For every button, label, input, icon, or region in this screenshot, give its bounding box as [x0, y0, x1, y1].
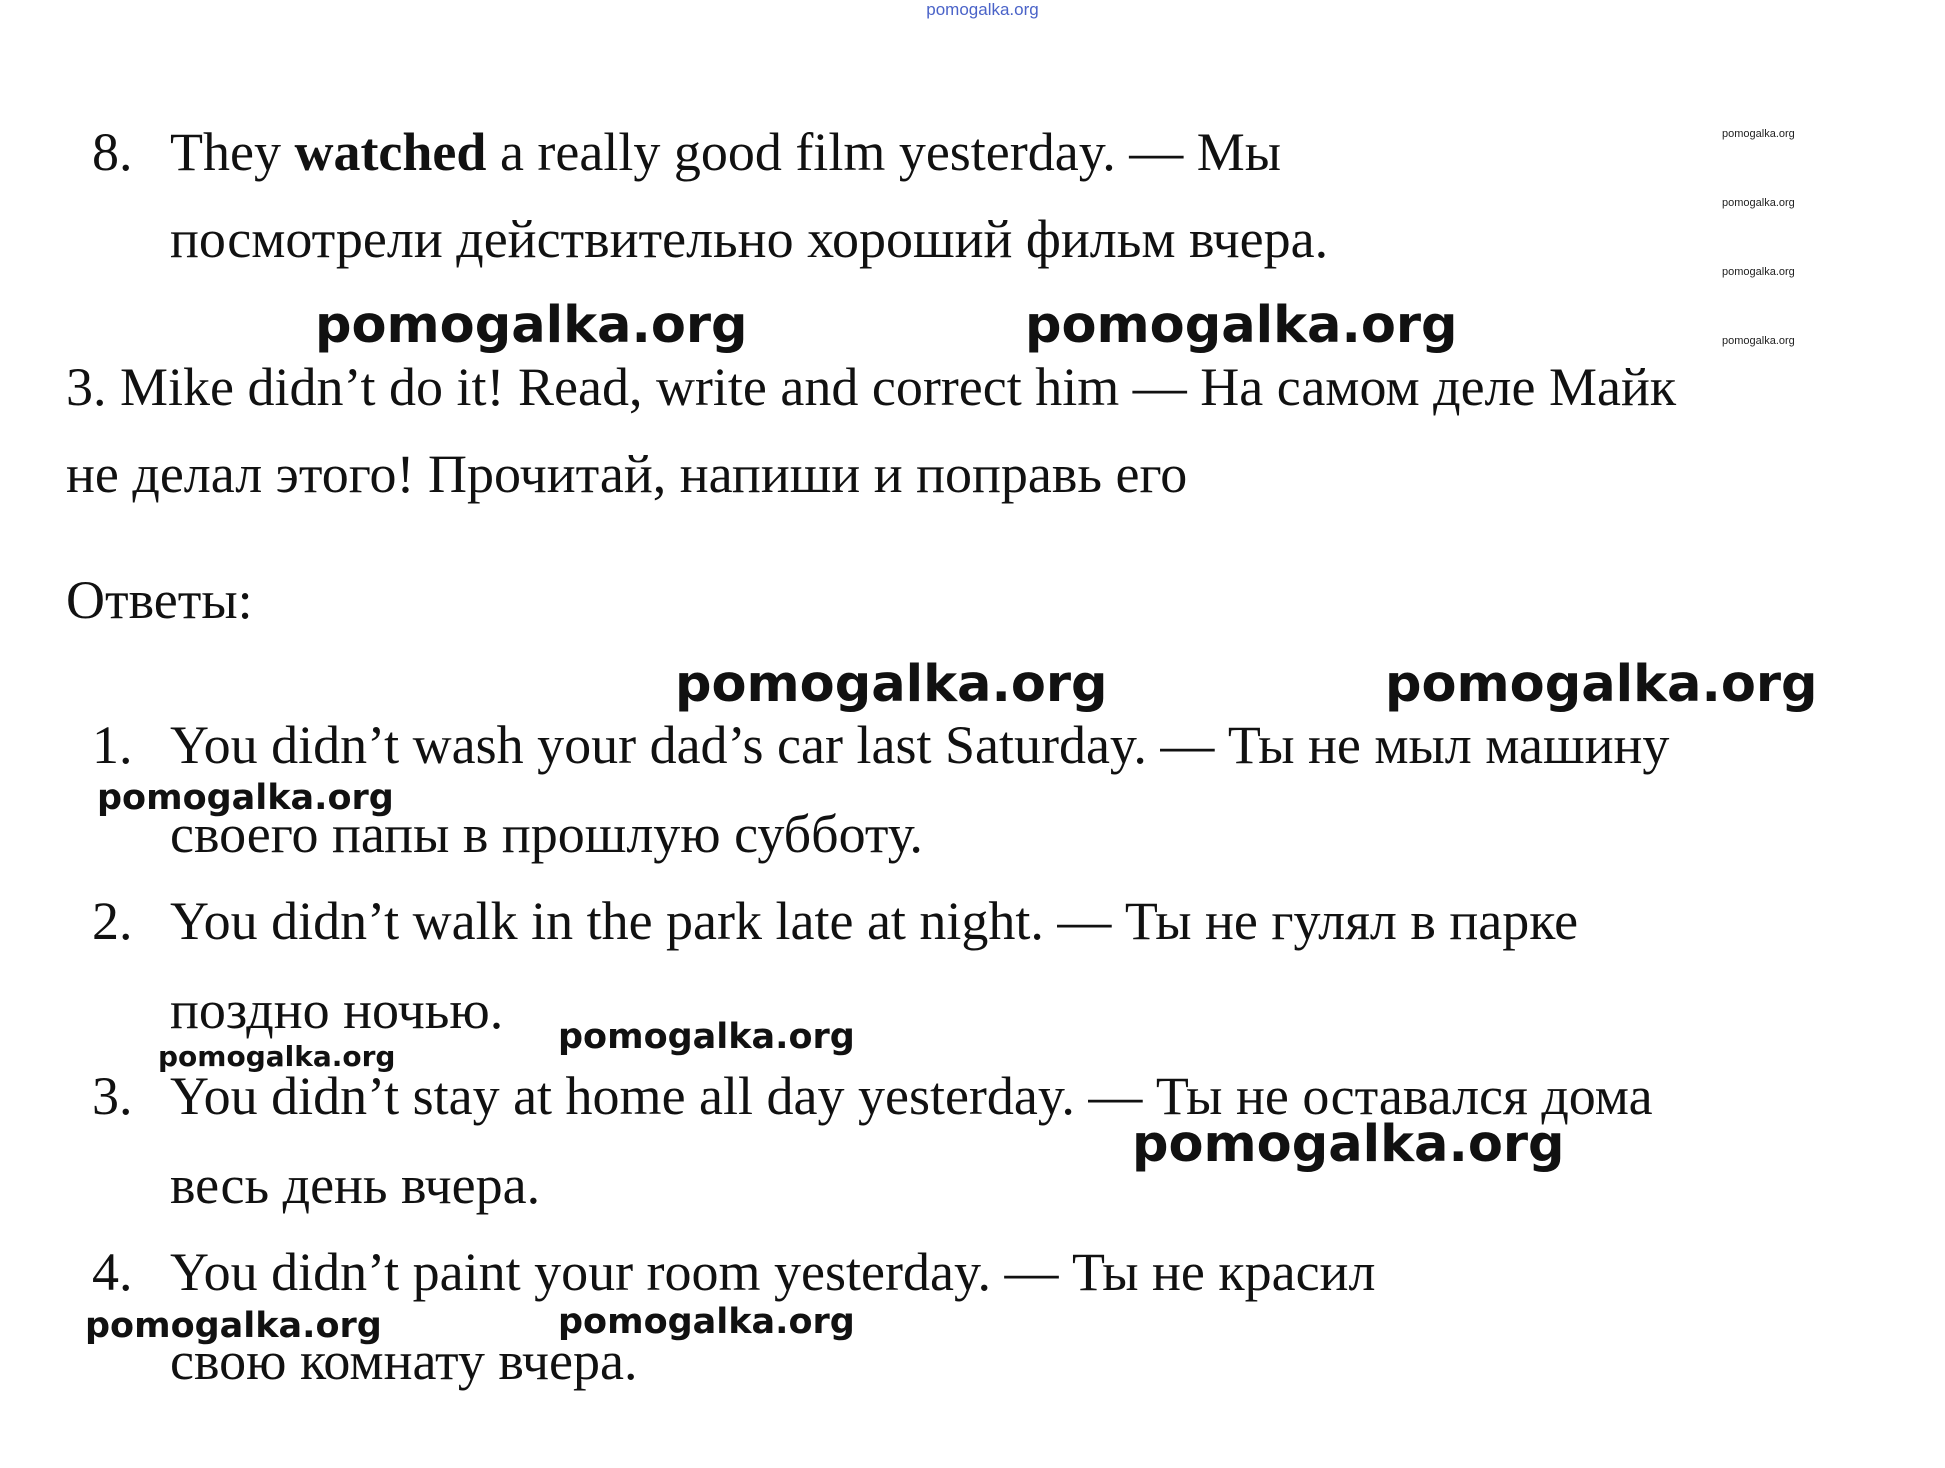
watermark-top: pomogalka.org [926, 0, 1039, 19]
watermark-side: pomogalka.org [1722, 266, 1795, 278]
answer-line2: свою комнату вчера. [170, 1331, 638, 1391]
watermark: pomogalka.org [558, 1017, 855, 1057]
watermark: pomogalka.org [85, 1306, 382, 1346]
answer-number: 1. [92, 715, 133, 775]
watermark: pomogalka.org [315, 296, 748, 355]
answers-label: Ответы: [66, 570, 253, 630]
answer-line2: своего папы в прошлую субботу. [170, 804, 923, 864]
watermark-side: pomogalka.org [1722, 197, 1795, 209]
item8-bold-word: watched [294, 122, 487, 182]
watermark: pomogalka.org [97, 778, 394, 818]
answer-line2: весь день вчера. [170, 1155, 541, 1215]
watermark: pomogalka.org [1025, 296, 1458, 355]
watermark: pomogalka.org [1385, 655, 1818, 714]
answer-number: 3. [92, 1066, 133, 1126]
answer-number: 4. [92, 1242, 133, 1302]
answer-line1: You didn’t wash your dad’s car last Saturday. — Ты не мыл машину [170, 715, 1670, 775]
watermark: pomogalka.org [158, 1040, 396, 1073]
answer-line2: поздно ночью. [170, 980, 504, 1040]
item8-line2: посмотрели действительно хороший фильм вчера. [170, 209, 1329, 269]
item8-text-after: a really good film yesterday. — Мы [486, 122, 1282, 182]
task-title-line1: 3. Mike didn’t do it! Read, write and correct him — На самом деле Майк [66, 357, 1677, 417]
task-title-line2: не делал этого! Прочитай, напиши и поправь его [66, 444, 1188, 504]
watermark: pomogalka.org [1132, 1115, 1565, 1174]
watermark: pomogalka.org [675, 655, 1108, 714]
watermark-side: pomogalka.org [1722, 335, 1795, 347]
answer-line1: You didn’t stay at home all day yesterday. — Ты не оставался дома [170, 1066, 1653, 1126]
item8-number: 8. [92, 122, 133, 182]
watermark: pomogalka.org [558, 1302, 855, 1342]
item8-text-before: They [170, 122, 295, 182]
item8-line1 [170, 122, 1281, 182]
answer-line1: You didn’t walk in the park late at night. — Ты не гулял в парке [170, 891, 1579, 951]
answer-line1: You didn’t paint your room yesterday. — Ты не красил [170, 1242, 1376, 1302]
watermark-side: pomogalka.org [1722, 128, 1795, 140]
answer-number: 2. [92, 891, 133, 951]
